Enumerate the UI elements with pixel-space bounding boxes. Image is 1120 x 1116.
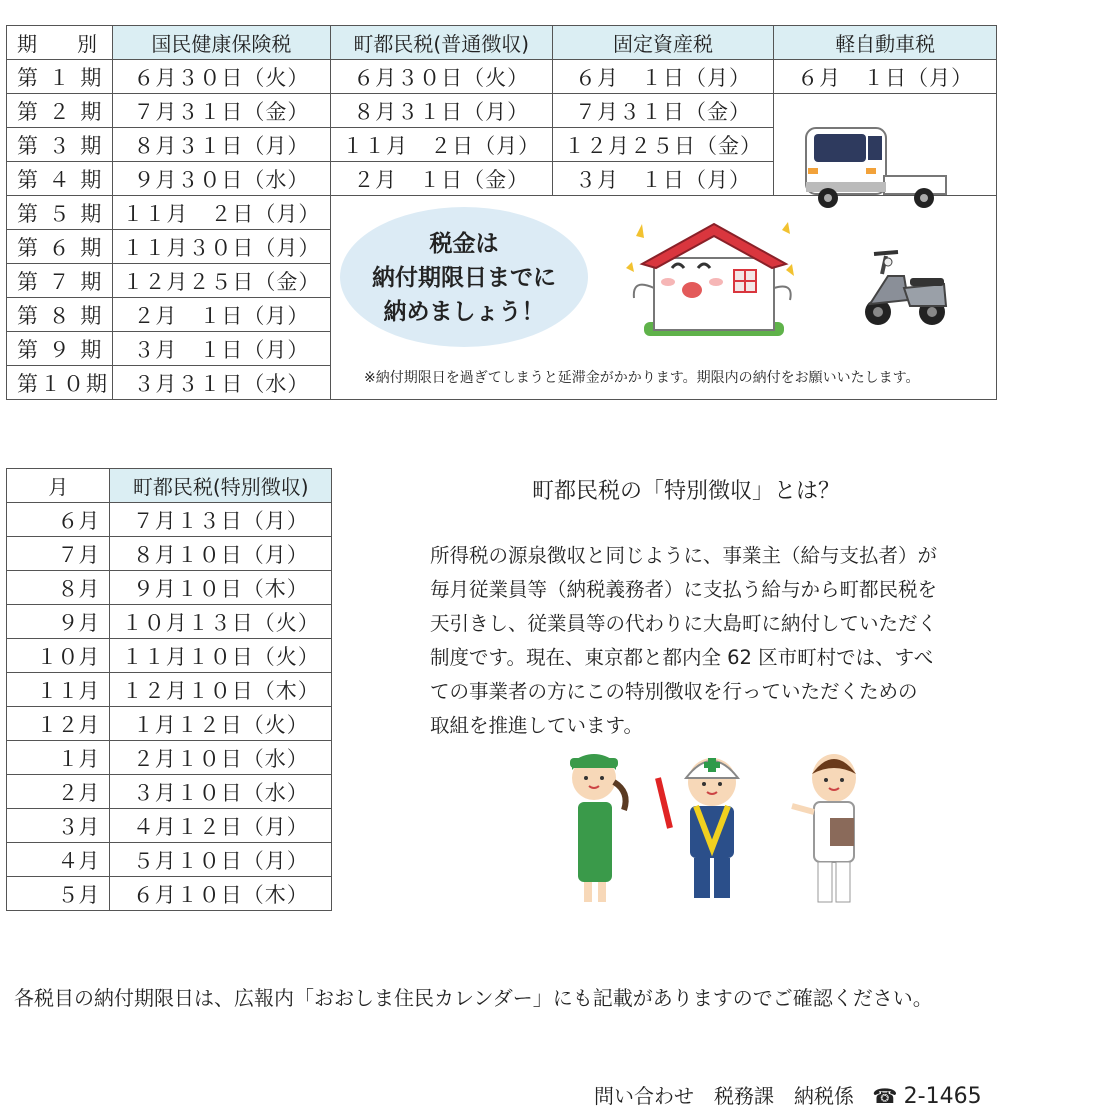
property-date: １２月２５日（金） xyxy=(552,128,774,162)
period-cell: 第 ２ 期 xyxy=(7,94,113,128)
header-kei: 軽自動車税 xyxy=(774,26,997,60)
scooter-icon xyxy=(858,244,950,328)
contact-label: 問い合わせ 税務課 納税係 xyxy=(594,1084,854,1108)
bubble-line-2: 納付期限日までに xyxy=(372,265,556,291)
nhi-date: ９月３０日（水） xyxy=(112,162,330,196)
explanation-line: ての事業者の方にこの特別徴収を行っていただくための xyxy=(430,680,918,703)
nhi-date: ３月 １日（月） xyxy=(112,332,330,366)
header-resident: 町都民税(普通徴収) xyxy=(330,26,552,60)
due-date: ３月１０日（水） xyxy=(110,775,332,809)
period-cell: 第 ６ 期 xyxy=(7,230,113,264)
nhi-date: １１月３０日（月） xyxy=(112,230,330,264)
table-row xyxy=(7,673,332,707)
month-cell: １２月 xyxy=(7,707,110,741)
month-cell: ６月 xyxy=(7,503,110,537)
month-cell: １１月 xyxy=(7,673,110,707)
period-cell: 第 ４ 期 xyxy=(7,162,113,196)
table-row xyxy=(7,537,332,571)
month-cell: ４月 xyxy=(7,843,110,877)
nurse-figure xyxy=(792,754,856,902)
truck-icon xyxy=(800,120,950,210)
guard-figure xyxy=(658,758,738,898)
period-cell: 第 ８ 期 xyxy=(7,298,113,332)
due-date: １２月１０日（木） xyxy=(110,673,332,707)
table-row xyxy=(7,877,332,911)
nhi-date: ６月３０日（火） xyxy=(112,60,330,94)
due-date: ５月１０日（月） xyxy=(110,843,332,877)
period-cell: 第 ９ 期 xyxy=(7,332,113,366)
table-row xyxy=(7,571,332,605)
reminder-bubble xyxy=(340,207,588,347)
due-date: １０月１３日（火） xyxy=(110,605,332,639)
nhi-date: ７月３１日（金） xyxy=(112,94,330,128)
header-month: 月 xyxy=(7,469,110,503)
period-cell: 第１０期 xyxy=(7,366,113,400)
due-date: ６月１０日（木） xyxy=(110,877,332,911)
header-property: 固定資産税 xyxy=(552,26,774,60)
table-row xyxy=(7,775,332,809)
special-collection-table xyxy=(6,468,332,911)
month-cell: ３月 xyxy=(7,809,110,843)
calendar-note: 各税目の納付期限日は、広報内「おおしま住民カレンダー」にも記載がありますのでご確認ください。 xyxy=(14,986,933,1010)
explanation-line: 取組を推進しています。 xyxy=(430,714,643,737)
explanation-line: 所得税の源泉徴収と同じように、事業主（給与支払者）が xyxy=(430,544,938,567)
due-date: ４月１２日（月） xyxy=(110,809,332,843)
period-cell: 第 ７ 期 xyxy=(7,264,113,298)
explanation-line: 天引きし、従業員等の代わりに大島町に納付していただく xyxy=(430,612,938,635)
due-date: １１月１０日（火） xyxy=(110,639,332,673)
table-header-row xyxy=(7,469,332,503)
nhi-date: １２月２５日（金） xyxy=(112,264,330,298)
header-nhi: 国民健康保険税 xyxy=(112,26,330,60)
kei-date: ６月 １日（月） xyxy=(774,60,997,94)
house-icon xyxy=(622,218,798,342)
property-date: ３月 １日（月） xyxy=(552,162,774,196)
table-row xyxy=(7,60,997,94)
month-cell: ７月 xyxy=(7,537,110,571)
late-payment-note: ※納付期限日を過ぎてしまうと延滞金がかかります。期限内の納付をお願いいたします。 xyxy=(364,370,920,386)
period-cell: 第 ５ 期 xyxy=(7,196,113,230)
due-date: ７月１３日（月） xyxy=(110,503,332,537)
resident-date: １１月 ２日（月） xyxy=(330,128,552,162)
bubble-line-1: 税金は xyxy=(429,231,499,257)
month-cell: １月 xyxy=(7,741,110,775)
contact-info xyxy=(594,1080,982,1109)
bubble-line-3: 納めましょう！ xyxy=(383,299,545,325)
table-row xyxy=(7,741,332,775)
workers-icon xyxy=(562,748,872,908)
due-date: １月１２日（火） xyxy=(110,707,332,741)
resident-date: ６月３０日（火） xyxy=(330,60,552,94)
property-date: ６月 １日（月） xyxy=(552,60,774,94)
explanation-line: 毎月従業員等（納税義務者）に支払う給与から町都民税を xyxy=(430,578,938,601)
property-date: ７月３１日（金） xyxy=(552,94,774,128)
table-row xyxy=(7,843,332,877)
period-cell: 第 ３ 期 xyxy=(7,128,113,162)
table-row xyxy=(7,639,332,673)
month-cell: ８月 xyxy=(7,571,110,605)
month-cell: １０月 xyxy=(7,639,110,673)
table-header-row xyxy=(7,26,997,60)
header-period: 期 別 xyxy=(7,26,113,60)
period-cell: 第 １ 期 xyxy=(7,60,113,94)
due-date: ９月１０日（木） xyxy=(110,571,332,605)
table-row xyxy=(7,809,332,843)
phone-icon: ☎ xyxy=(872,1084,898,1108)
table-row xyxy=(7,707,332,741)
due-date: ８月１０日（月） xyxy=(110,537,332,571)
table-row xyxy=(7,605,332,639)
explanation-line: 制度です。現在、東京都と都内全 62 区市町村では、すべ xyxy=(430,646,934,669)
month-cell: ５月 xyxy=(7,877,110,911)
nhi-date: １１月 ２日（月） xyxy=(112,196,330,230)
table-row xyxy=(7,503,332,537)
month-cell: ９月 xyxy=(7,605,110,639)
month-cell: ２月 xyxy=(7,775,110,809)
nhi-date: ３月３１日（水） xyxy=(112,366,330,400)
clerk-figure xyxy=(570,754,626,902)
nhi-date: ２月 １日（月） xyxy=(112,298,330,332)
header-special: 町都民税(特別徴収) xyxy=(110,469,332,503)
resident-date: ２月 １日（金） xyxy=(330,162,552,196)
resident-date: ８月３１日（月） xyxy=(330,94,552,128)
due-date: ２月１０日（水） xyxy=(110,741,332,775)
nhi-date: ８月３１日（月） xyxy=(112,128,330,162)
special-section-title: 町都民税の「特別徴収」とは？ xyxy=(532,479,841,504)
contact-phone: 2-1465 xyxy=(903,1084,982,1109)
